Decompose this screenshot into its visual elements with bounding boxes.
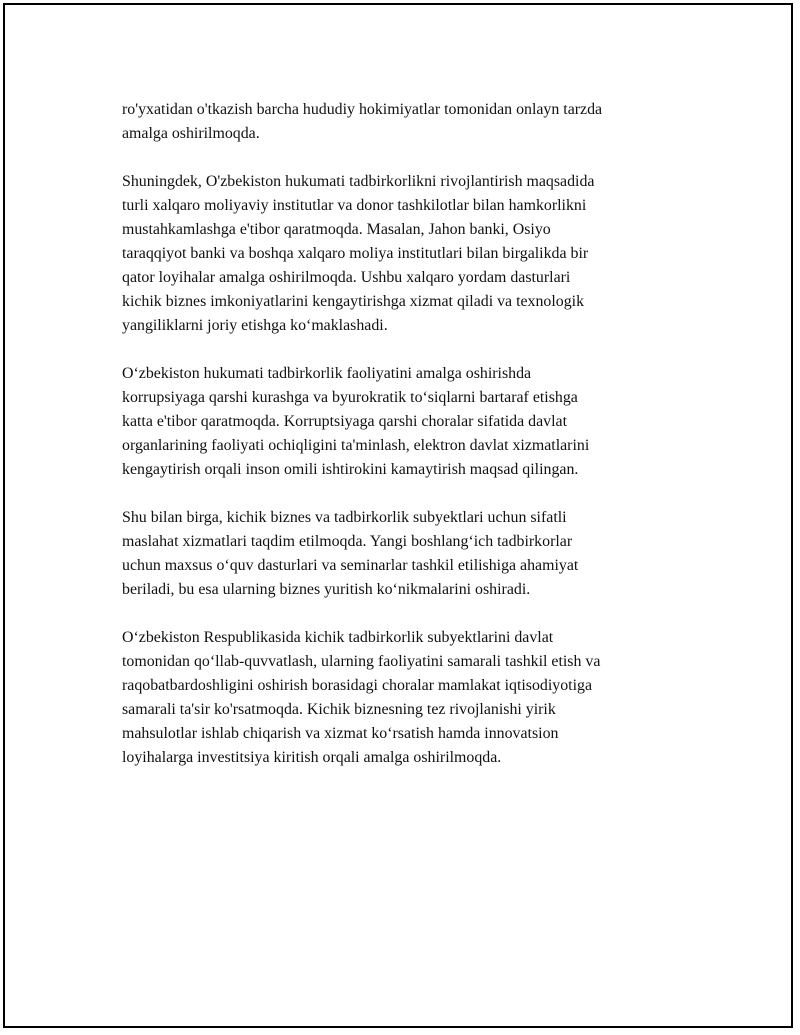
text-line: tomonidan qo‘llab-quvvatlash, ularning faoliyatini samarali tashkil etish va (122, 653, 601, 670)
paragraph-5 (122, 626, 688, 770)
text-line: beriladi, bu esa ularning biznes yuritish ko‘nikmalarini oshiradi. (122, 581, 531, 598)
text-line: O‘zbekiston Respublikasida kichik tadbirkorlik subyektlarini davlat (122, 629, 554, 646)
text-line: amalga oshirilmoqda. (122, 125, 260, 142)
text-line: O‘zbekiston hukumati tadbirkorlik faoliyatini amalga oshirishda (122, 365, 532, 382)
page-frame (3, 3, 793, 1028)
paragraph-2 (122, 170, 688, 338)
text-line: organlarining faoliyati ochiqligini ta'minlash, elektron davlat xizmatlarini (122, 437, 590, 454)
text-line: taraqqiyot banki va boshqa xalqaro moliya institutlari bilan birgalikda bir (122, 245, 589, 262)
text-line: katta e'tibor qaratmoqda. Korruptsiyaga qarshi choralar sifatida davlat (122, 413, 567, 430)
text-line: ro'yxatidan o'tkazish barcha hududiy hokimiyatlar tomonidan onlayn tarzda (122, 101, 603, 118)
paragraph-3 (122, 362, 688, 482)
text-line: raqobatbardoshligini oshirish borasidagi choralar mamlakat iqtisodiyotiga (122, 677, 592, 694)
text-line: yangiliklarni joriy etishga ko‘maklashadi. (122, 317, 388, 334)
text-line: mustahkamlashga e'tibor qaratmoqda. Masalan, Jahon banki, Osiyo (122, 221, 551, 238)
text-line: kichik biznes imkoniyatlarini kengaytirishga xizmat qiladi va texnologik (122, 293, 585, 310)
text-line: korrupsiyaga qarshi kurashga va byurokratik to‘siqlarni bartaraf etishga (122, 389, 578, 406)
text-line: turli xalqaro moliyaviy institutlar va donor tashkilotlar bilan hamkorlikni (122, 197, 587, 214)
text-line: kengaytirish orqali inson omili ishtirokini kamaytirish maqsad qilingan. (122, 461, 579, 478)
text-line: mahsulotlar ishlab chiqarish va xizmat ko‘rsatish hamda innovatsion (122, 725, 559, 742)
paragraph-4 (122, 506, 688, 602)
text-line: uchun maxsus o‘quv dasturlari va seminarlar tashkil etilishiga ahamiyat (122, 557, 579, 574)
text-line: qator loyihalar amalga oshirilmoqda. Ushbu xalqaro yordam dasturlari (122, 269, 571, 286)
text-line: loyihalarga investitsiya kiritish orqali amalga oshirilmoqda. (122, 749, 502, 766)
text-line: Shuningdek, O'zbekiston hukumati tadbirkorlikni rivojlantirish maqsadida (122, 173, 595, 190)
paragraph-1 (122, 98, 688, 146)
text-line: Shu bilan birga, kichik biznes va tadbirkorlik subyektlari uchun sifatli (122, 509, 567, 526)
text-line: samarali ta'sir ko'rsatmoqda. Kichik biznesning tez rivojlanishi yirik (122, 701, 556, 718)
text-line: maslahat xizmatlari taqdim etilmoqda. Yangi boshlang‘ich tadbirkorlar (122, 533, 573, 550)
document-body (122, 98, 688, 794)
